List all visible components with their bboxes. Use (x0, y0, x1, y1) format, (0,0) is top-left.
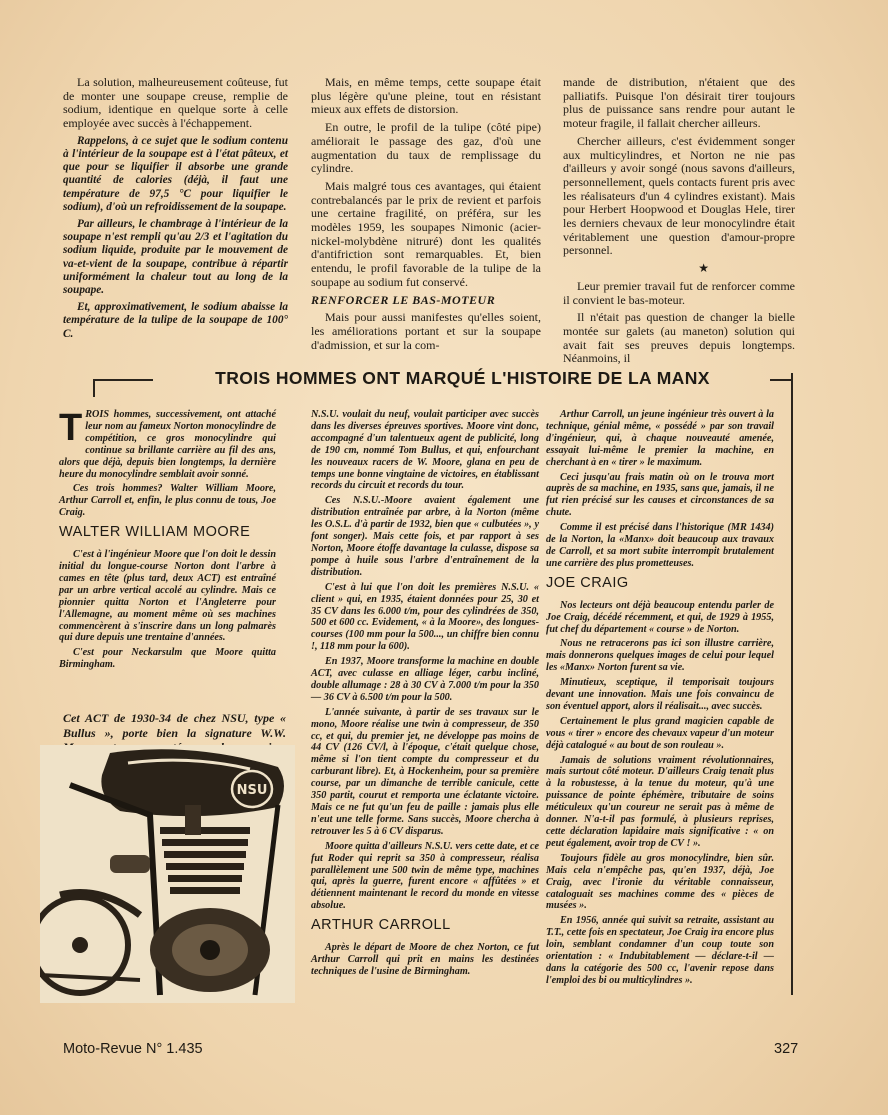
intro-text: ROIS hommes, successivement, ont attaché leur nom au fameux Norton monocylindre de compétition, ce gros monocylindre qui continue sa brillante carrière au fil des ans, alors que déjà, depuis bien longtemps, la dernière heure du monocylindre semblait avoir sonné. (59, 409, 276, 480)
page-number: 327 (774, 1041, 799, 1057)
paragraph: C'est à l'ingénieur Moore que l'on doit le dessin initial du longue-course Norton dont l'arbre à cames en tête (plus tard, deux ACT) est entraîné par un arbre vertical accolé au cylindre. Mais ce pionnier quitta Norton et l'Angleterre pour l'Allemagne, au moment même où ses machines commencèrent à s'inscrire dans un long palmarès qui dure depuis une trentaine d'années. (59, 549, 276, 644)
paragraph: Il n'était pas question de changer la bielle montée sur galets (au maneton) solution qui avait fait ses preuves depuis longtemps. Néanmoins, il (563, 310, 795, 366)
article-banner-title: TROIS HOMMES ONT MARQUÉ L'HISTOIRE DE LA MANX (215, 368, 710, 388)
paragraph: Mais pour aussi manifestes qu'elles soient, les améliorations portant et sur la soupape d'admission, et sur la com- (311, 310, 541, 352)
paragraph: Nous ne retracerons pas ici son illustre carrière, mais donnerons quelques images de celui pour lequel les «Manx» Norton furent sa vie. (546, 638, 774, 674)
paragraph: Ces N.S.U.-Moore avaient également une distribution entraînée par arbre, à la Norton (même les O.S.L. d'à partir de 1932, bien que « culbutées », y font songer). Mais cette fois, et par rapport à ses Norton, Moore étoffe davantage la culasse, dispose sa pompe à huile sous l'arbre d'entraînement de la distribution. (311, 495, 539, 578)
section-heading-moore: WALTER WILLIAM MOORE (59, 524, 251, 541)
paragraph: Nos lecteurs ont déjà beaucoup entendu parler de Joe Craig, décédé récemment, et qui, de 1929 à 1955, fut chef du département « course » de Norton. (546, 599, 774, 635)
paragraph: En 1956, année qui suivit sa retraite, assistant au T.T., cette fois en spectateur, Joe Craig ira encore plus loin, semblant condamner d'un coup toute son orientation : « Indubitablement — déclare-t-il — dans la catégorie des 500 cc, l'avenir repose dans l'emploi des bi ou multicylindres ». (546, 915, 774, 986)
drop-cap: T (59, 407, 83, 449)
magazine-issue: Moto-Revue N° 1.435 (63, 1041, 203, 1057)
paragraph: Mais malgré tous ces avantages, qui étaient contrebalancés par le prix de revient et parfois une certaine fragilité, on préféra, sur les modèles 1959, les soupapes Nimonic (acier-nickel-molybdène nitruré) dont les qualités d'antifriction sont remarquables. Et, bien entendu, le profil favorable de la tulipe de la soupape au sodium fut conservé. (311, 178, 541, 289)
paragraph: En 1937, Moore transforme la machine en double ACT, avec culasse en alliage léger, carbu incliné, double allumage : 28 à 30 CV à 7.000 t/m pour la 350 — 36 CV à 6.500 t/m pour la 500. (311, 656, 539, 703)
paragraph: Après le départ de Moore de chez Norton, ce fut Arthur Carroll qui prit en mains les destinées techniques de l'usine de Birmingham. (311, 942, 539, 977)
banner-rule-left (93, 379, 153, 381)
paragraph: Comme il est précisé dans l'historique (MR 1434) de la Norton, la «Manx» doit beaucoup aux travaux de Carroll, et sa mort subite interrompit brutalement une carrière des plus prometteuses. (546, 522, 774, 569)
section-heading-carroll: ARTHUR CARROLL (311, 917, 451, 934)
paragraph: Par ailleurs, le chambrage à l'intérieur de la soupape n'est rempli qu'au 2/3 et l'agitation du sodium liquide, produite par le mouvement de va-et-vient de la soupape, contribue à répartir uniformément la chaleur tout au long de la soupape. (63, 218, 288, 297)
article-column-2 (311, 409, 539, 981)
paragraph: Minutieux, sceptique, il temporisait toujours devant une innovation. Mais une fois convaincu de son éventuel apport, alors il réalisait..., avec succès. (546, 677, 774, 712)
section-heading-craig: JOE CRAIG (546, 574, 629, 591)
top-column-3 (563, 76, 795, 370)
paragraph: mande de distribution, n'étaient que des palliatifs. Puisque l'on désirait tirer toujours plus de puissance sans rendre pour autant le moteur fragile, il fallait chercher ailleurs. (563, 75, 795, 131)
paragraph: Mais, en même temps, cette soupape était plus légère qu'une pleine, tout en résistant mieux aux effets de distorsion. (311, 75, 541, 117)
paragraph: C'est pour Neckarsulm que Moore quitta Birmingham. (59, 647, 276, 671)
top-column-2 (311, 76, 541, 356)
paragraph: Toujours fidèle au gros monocylindre, bien sûr. Mais cela n'empêche pas, qu'en 1937, déjà, Joe Craig, avec l'ironie du véritable connaisseur, cataloguait ses machines comme des « pièces de musées ». (546, 852, 774, 912)
section-subheading: RENFORCER LE BAS-MOTEUR (311, 292, 496, 307)
section-separator-star: ★ (698, 261, 709, 276)
paragraph: Ceci jusqu'au frais matin où on le trouva mort auprès de sa machine, en 1935, sans que, jamais, il ne fut rien précisé sur les causes et circonstances de sa chute. (546, 471, 774, 519)
paragraph: Arthur Carroll, un jeune ingénieur très ouvert à la technique, génial même, « possédé » par son travail d'ingénieur, qui, à chaque nouveauté amenée, essayait lui-même le premier la machine, en cherchant à en « tirer » le maximum. (546, 409, 774, 468)
article-intro (59, 409, 276, 480)
paragraph: L'année suivante, à partir de ses travaux sur le mono, Moore réalise une twin à compresseur, de 350 cc, et qui, du premier jet, ne développe pas moins de 44 CV (126 CV/l, à l'époque, c'était quelque chose, même si l'on tient compte du compresseur et du carburant libre). Et, à Hockenheim, pour sa première course, par un dimanche de terrible canicule, cette 350 partit, courut et remporta une éclatante victoire. Mais ce ne fut qu'un feu de paille : jamais plus elle n'eut une telle forme. Sans succès, Moore chercha à retrouver les 5 à 6 CV disparus. (311, 706, 539, 837)
paragraph: Chercher ailleurs, c'est évidemment songer aux multicylindres, et Norton ne nie pas d'ailleurs y avoir songé (nous savons d'ailleurs, personnellement, quels contacts furent pris avec les réalisateurs d'un 4 cylindres existant). Mais pour Herbert Hoopwood et Douglas Hele, tirer les derniers chevaux de leur monocylindre était véritablement une question d'amour-propre personnel. (563, 133, 795, 258)
tank-badge: NSU (236, 783, 268, 798)
paragraph: Rappelons, à ce sujet que le sodium contenu à l'intérieur de la soupape est à l'état pâteux, et que pour se liquifier il absorbe une grande quantité de calories (déjà, il faut une température de 97,5 °C pour liquifier le sodium), d'où un refroidissement de la soupape. (63, 134, 288, 213)
paragraph: Certainement le plus grand magicien capable de vous « tirer » encore des chevaux vapeur d'un moteur déjà catalogué « au bout de son rouleau ». (546, 715, 774, 751)
paragraph: La solution, malheureusement coûteuse, fut de monter une soupape creuse, remplie de sodium, identique en quelque sorte à celle employée avec succès à l'échappement. (63, 75, 288, 131)
photo-caption: Cet ACT de 1930-34 de chez NSU, type « Bullus », porte bien la signature W.W. (63, 711, 286, 740)
article-column-1 (59, 409, 276, 674)
article-column-3 (546, 409, 774, 990)
motorcycle-engine-photo (40, 745, 295, 1003)
paragraph: C'est à lui que l'on doit les premières N.S.U. « client » qui, en 1935, étaient données pour 25, 30 et 35 CV dans les 6.000 t/m, pour des cylindrées de 350, 500 et 600 cc. Evidement, « à la Moore», des longues-courses (100 mm pour la 500..., un chiffre bien connu !, 118 mm pour la 600). (311, 581, 539, 653)
top-column-1 (63, 76, 288, 345)
banner-rule-right (770, 379, 793, 381)
paragraph: Ces trois hommes? Walter William Moore, Arthur Carroll et, enfin, le plus connu de tous, Joe Craig. (59, 483, 276, 519)
paragraph: N.S.U. voulait du neuf, voulait participer avec succès dans les diverses épreuves sportives. Moore vint donc, accompagné d'un talentueux agent de publicité, long de 190 cm, nommé Tom Bullus, et qui, enfourchant les nouveaux racers de W. Moore, glana en peu de temps une bonne vingtaine de victoires, en établissant records du circuit et records du tour. (311, 409, 539, 492)
paragraph: Moore quitta d'ailleurs N.S.U. vers cette date, et ce fut Roder qui reprit sa 350 à compresseur, réalisa parallèlement une 500 twin de même type, machines qui, après la guerre, furent encore « affûtées » et détiennent maintenant le record du monde en vitesse absolue. (311, 840, 539, 912)
paragraph: Jamais de solutions vraiment révolutionnaires, mais surtout côté moteur. D'ailleurs Craig tenait plus à la robustesse, à la tenue du moteur, qu'à une puissance de pointe éphémère, tributaire de soins méticuleux qu'un coureur ne serait pas à même de donner. N'a-t-il pas formulé, à plusieurs reprises, cette déclaration lapidaire mais significative : « on peut également, avoir trop de CV ! ». (546, 754, 774, 849)
paragraph: Leur premier travail fut de renforcer comme il convient le bas-moteur. (563, 278, 795, 307)
paragraph: Et, approximativement, le sodium abaisse la température de la tulipe de la soupape de 100° C. (63, 301, 288, 340)
banner-rule-tick (93, 379, 95, 397)
paragraph: En outre, le profil de la tulipe (côté pipe) améliorait le passage des gaz, d'où une augmentation du taux de remplissage du cylindre. (311, 120, 541, 176)
